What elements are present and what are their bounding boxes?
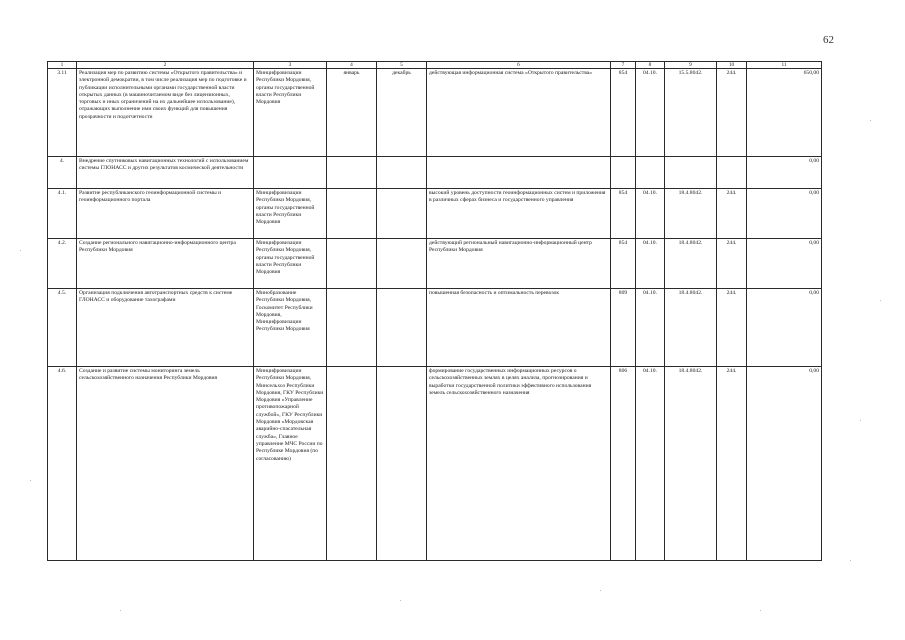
- page-number: 62: [823, 34, 834, 46]
- table-row: [48, 367, 822, 561]
- budget-code-target-cell: 18.4.8042.: [665, 239, 717, 289]
- budget-code-expense-type-cell: 244.: [717, 69, 747, 157]
- scan-speck: [870, 120, 871, 121]
- budget-code-target-cell: 15.5.8042.: [665, 69, 717, 157]
- measure-name-cell: Создание регионального навигационно-информационного центра Республики Мордовия: [77, 239, 254, 289]
- budget-code-section-cell: 04.10.: [636, 367, 665, 561]
- funding-amount-cell: 0,00: [747, 189, 822, 239]
- budget-code-target-cell: 18.4.8042.: [665, 289, 717, 367]
- budget-code-section-cell: 04.10.: [636, 239, 665, 289]
- measure-name-cell: Реализация мер по развитию системы «Открытого правительства» и электронной демократии, в том числе реализация мер по подготовке и публикации исполнительными органами государственной власти открытых данных (в машиночитаемом виде без лицензионных, торговых и иных ограничений на их дальнейшее использование), отражающих выполнение ими своих функций для повышения прозрачности и подотчетности: [77, 69, 254, 157]
- expected-result-cell: повышенная безопасность и оптимальность перевозок: [427, 289, 611, 367]
- start-date-cell: [327, 289, 377, 367]
- end-date-cell: [377, 367, 427, 561]
- scan-speck: [850, 560, 851, 561]
- budget-code-section-cell: 04.10.: [636, 189, 665, 239]
- executor-cell: Минцифровизации Республики Мордовия, органы государственной власти Республики Мордовия: [254, 69, 327, 157]
- column-header: 1: [48, 62, 77, 69]
- budget-code-section-cell: 04.10.: [636, 289, 665, 367]
- measure-name-cell: Организация подключения автотранспортных средств к системе ГЛОНАСС и оборудование тахографами: [77, 289, 254, 367]
- expected-result-cell: действующий региональный навигационно-информационный центр Республики Мордовия: [427, 239, 611, 289]
- funding-amount-cell: 0,00: [747, 367, 822, 561]
- table-row: [48, 239, 822, 289]
- scan-speck: [600, 590, 601, 591]
- budget-code-expense-type-cell: 244.: [717, 239, 747, 289]
- column-header: 2: [77, 62, 254, 69]
- budget-code-expense-type-cell: 244.: [717, 367, 747, 561]
- measure-name-cell: Внедрение спутниковых навигационных технологий с использованием системы ГЛОНАСС и других результатов космической деятельности: [77, 157, 254, 189]
- row-number-cell: 4.2.: [48, 239, 77, 289]
- executor-cell: [254, 157, 327, 189]
- executor-cell: Минцифровизации Республики Мордовия, органы государственной власти Республики Мордовия: [254, 189, 327, 239]
- budget-code-grbs-cell: 809: [611, 289, 636, 367]
- column-header: 7: [611, 62, 636, 69]
- row-number-cell: 4.5.: [48, 289, 77, 367]
- executor-cell: Минобразование Республики Мордовия, Госкомитет Республики Мордовия, Минцифровизации Республики Мордовия: [254, 289, 327, 367]
- expected-result-cell: высокий уровень доступности геоинформационных систем и приложения в различных сферах бизнеса и государственного управления: [427, 189, 611, 239]
- column-header: 11: [747, 62, 822, 69]
- budget-code-expense-type-cell: 244.: [717, 289, 747, 367]
- measure-name-cell: Развитие республиканского геоинформационной системы и геоинформационного портала: [77, 189, 254, 239]
- funding-amount-cell: 0,00: [747, 157, 822, 189]
- executor-cell: Минцифровизации Республики Мордовия, органы государственной власти Республики Мордовия: [254, 239, 327, 289]
- end-date-cell: декабрь: [377, 69, 427, 157]
- scan-speck: [20, 250, 21, 251]
- table-row: [48, 189, 822, 239]
- funding-amount-cell: 0,00: [747, 289, 822, 367]
- budget-code-target-cell: 18.4.8042.: [665, 189, 717, 239]
- budget-code-expense-type-cell: [717, 157, 747, 189]
- row-number-cell: 4.1.: [48, 189, 77, 239]
- expected-result-cell: [427, 157, 611, 189]
- table-row: [48, 69, 822, 157]
- column-header: 9: [665, 62, 717, 69]
- start-date-cell: [327, 239, 377, 289]
- expected-result-cell: действующая информационная система «Открытого правительства»: [427, 69, 611, 157]
- scan-speck: [860, 420, 861, 421]
- column-header: 4: [327, 62, 377, 69]
- scan-speck: [760, 610, 761, 611]
- table-row: [48, 289, 822, 367]
- action-plan-table: [47, 61, 822, 561]
- measure-name-cell: Создание и развитие системы мониторинга земель сельскохозяйственного назначения Республики Мордовия: [77, 367, 254, 561]
- end-date-cell: [377, 289, 427, 367]
- budget-code-section-cell: 04.10.: [636, 69, 665, 157]
- executor-cell: Минцифровизации Республики Мордовия, Минсельхоз Республики Мордовия, ГКУ Республики Мордовия «Управление противопожарной службой», ГКУ Республики Мордовия «Мордовская аварийно-спасательная служба», Главное управление МЧС России по Республике Мордовия (по согласованию): [254, 367, 327, 561]
- scan-speck: [30, 480, 31, 481]
- scan-speck: [120, 610, 121, 611]
- budget-code-grbs-cell: [611, 157, 636, 189]
- budget-code-target-cell: [665, 157, 717, 189]
- row-number-cell: 4.6.: [48, 367, 77, 561]
- column-header: 3: [254, 62, 327, 69]
- column-header: 5: [377, 62, 427, 69]
- budget-code-grbs-cell: 854: [611, 189, 636, 239]
- start-date-cell: январь: [327, 69, 377, 157]
- expected-result-cell: формирование государственных информационных ресурсов о сельскохозяйственных землях в целях анализа, прогнозирования и выработки государственной политики эффективного использования земель сельскохозяйственного назначения: [427, 367, 611, 561]
- table-row: [48, 157, 822, 189]
- end-date-cell: [377, 239, 427, 289]
- start-date-cell: [327, 367, 377, 561]
- start-date-cell: [327, 157, 377, 189]
- scan-speck: [400, 600, 401, 601]
- row-number-cell: 4.: [48, 157, 77, 189]
- header-row: [48, 62, 822, 69]
- column-header: 8: [636, 62, 665, 69]
- budget-code-target-cell: 18.4.8042.: [665, 367, 717, 561]
- budget-code-expense-type-cell: 244.: [717, 189, 747, 239]
- start-date-cell: [327, 189, 377, 239]
- row-number-cell: 3.11: [48, 69, 77, 157]
- budget-code-grbs-cell: 854: [611, 239, 636, 289]
- end-date-cell: [377, 157, 427, 189]
- scan-speck: [880, 300, 881, 301]
- budget-code-grbs-cell: 806: [611, 367, 636, 561]
- budget-code-grbs-cell: 854: [611, 69, 636, 157]
- funding-amount-cell: 0,00: [747, 239, 822, 289]
- budget-code-section-cell: [636, 157, 665, 189]
- funding-amount-cell: 650,00: [747, 69, 822, 157]
- end-date-cell: [377, 189, 427, 239]
- column-header: 6: [427, 62, 611, 69]
- column-header: 10: [717, 62, 747, 69]
